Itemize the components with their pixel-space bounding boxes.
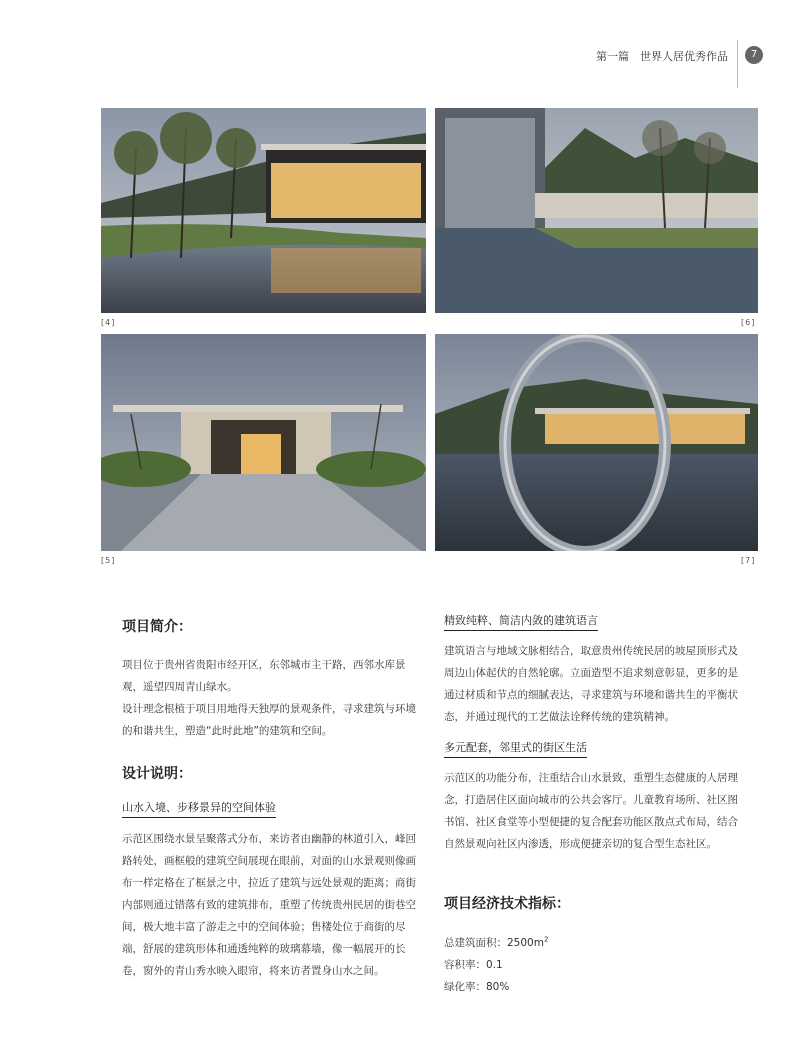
photo-4-pavilion-pool xyxy=(101,108,426,313)
photo-7-ring-sculpture xyxy=(435,334,758,551)
header-divider xyxy=(737,40,738,88)
section-title: 第一篇 世界人居优秀作品 xyxy=(596,50,728,63)
spec-total-area-unit-sup: 2 xyxy=(543,935,549,944)
design-heading: 设计说明： xyxy=(122,766,192,782)
design-subheading: 山水入境、步移景异的空间体验 xyxy=(122,799,276,818)
amenities-subheading: 多元配套，邻里式的街区生活 xyxy=(444,739,587,758)
photo-6-glass-facade xyxy=(435,108,758,313)
spec-total-area-text: 总建筑面积：2500m xyxy=(444,937,544,949)
intro-paragraph-2: 设计理念根植于项目用地得天独厚的景观条件，寻求建筑与环境的和谐共生，塑造“此时此地”的建筑和空间。 xyxy=(122,703,416,737)
amenities-paragraph: 示范区的功能分布，注重结合山水景致，重塑生态健康的人居理念，打造居住区面向城市的公共会客厅。儿童教育场所、社区图书馆、社区食堂等小型便捷的复合配套功能区散点式布局，结合自然景观向社区内渗透，形成便捷亲切的复合型生态社区。 xyxy=(444,772,738,850)
page-number-badge: 7 xyxy=(745,46,763,64)
architecture-paragraph: 建筑语言与地域文脉相结合，取意贵州传统民居的坡屋顶形式及周边山体起伏的自然轮廓。立面造型不追求刻意彰显，更多的是通过材质和节点的细腻表达，寻求建筑与环境和谐共生的平衡状态，并通过现代的工艺做法诠释传统的建筑精神。 xyxy=(444,645,738,723)
caption-5: [5] xyxy=(101,556,116,565)
photo-5-entrance xyxy=(101,334,426,551)
caption-7: [7] xyxy=(741,556,756,565)
spec-plot-ratio: 容积率：0.1 xyxy=(444,959,503,971)
intro-heading: 项目简介： xyxy=(122,619,192,635)
architecture-subheading: 精致纯粹、简洁内敛的建筑语言 xyxy=(444,612,598,631)
spec-total-area xyxy=(444,935,548,950)
intro-paragraph-1: 项目位于贵州省贵阳市经开区，东邻城市主干路，西邻水库景观，遥望四周青山绿水。 xyxy=(122,659,406,693)
design-paragraph: 示范区围绕水景呈聚落式分布，来访者由幽静的林道引入，峰回路转处，画框般的建筑空间展现在眼前，对面的山水景观则像画布一样定格在了框景之中，拉近了建筑与远处景观的距离；商街内部则通过错落有致的建筑排布，重塑了传统贵州民居的街巷空间，极大地丰富了游走之中的空间体验；售楼处位于商街的尽端，舒展的建筑形体和通透纯粹的玻璃幕墙，像一幅展开的长卷，窗外的青山秀水映入眼帘，将来访者置身山水之间。 xyxy=(122,833,416,977)
economic-indicators-heading: 项目经济技术指标： xyxy=(444,896,570,912)
spec-green-rate: 绿化率：80% xyxy=(444,981,510,993)
caption-6: [6] xyxy=(741,318,756,327)
caption-4: [4] xyxy=(101,318,116,327)
